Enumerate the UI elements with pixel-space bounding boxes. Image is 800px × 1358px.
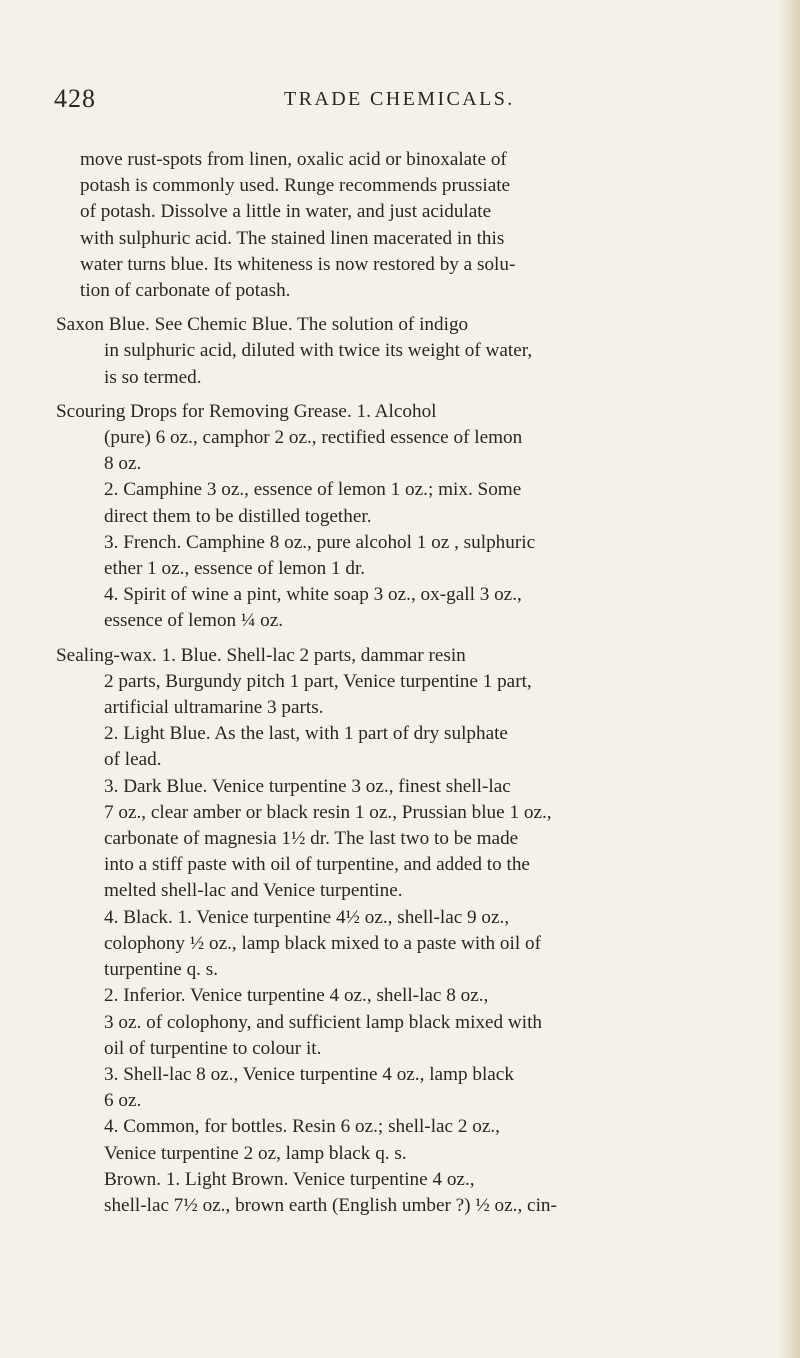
text-line: in sulphuric acid, diluted with twice its weight of water, <box>104 340 533 362</box>
page-title: TRADE CHEMICALS. <box>284 88 515 110</box>
text-line: Sealing-wax. 1. Blue. Shell-lac 2 parts, dammar resin <box>56 644 466 666</box>
text-line: Brown. 1. Light Brown. Venice turpentine 4 oz., <box>104 1168 475 1190</box>
text-line: 2 parts, Burgundy pitch 1 part, Venice turpentine 1 part, <box>104 670 532 692</box>
text-line: of potash. Dissolve a little in water, and just acidulate <box>80 201 492 223</box>
page-number: 428 <box>54 84 96 113</box>
text-line: water turns blue. Its whiteness is now restored by a solu- <box>80 253 516 275</box>
text-line: into a stiff paste with oil of turpentine, and added to the <box>104 854 530 876</box>
text-line: is so termed. <box>104 366 202 388</box>
text-line: Venice turpentine 2 oz, lamp black q. s. <box>104 1142 407 1164</box>
text-line: 7 oz., clear amber or black resin 1 oz., Prussian blue 1 oz., <box>104 801 552 823</box>
text-line: 3. Dark Blue. Venice turpentine 3 oz., finest shell-lac <box>104 775 511 797</box>
text-line: of lead. <box>104 749 162 771</box>
text-line: essence of lemon ¼ oz. <box>104 610 284 632</box>
text-line: 4. Common, for bottles. Resin 6 oz.; shell-lac 2 oz., <box>104 1116 500 1138</box>
text-line: direct them to be distilled together. <box>104 505 372 527</box>
text-line: carbonate of magnesia 1½ dr. The last two to be made <box>104 828 519 850</box>
text-line: 3. Shell-lac 8 oz., Venice turpentine 4 oz., lamp black <box>104 1063 514 1085</box>
text-line: with sulphuric acid. The stained linen macerated in this <box>80 227 505 249</box>
text-line: move rust-spots from linen, oxalic acid or binoxalate of <box>80 149 507 170</box>
body-text <box>56 147 770 1219</box>
text-line: ether 1 oz., essence of lemon 1 dr. <box>104 558 366 580</box>
text-line: shell-lac 7½ oz., brown earth (English umber ?) ½ oz., cin- <box>104 1194 557 1216</box>
text-line: potash is commonly used. Runge recommends prussiate <box>80 175 511 197</box>
text-line: 3. French. Camphine 8 oz., pure alcohol 1 oz , sulphuric <box>104 531 536 553</box>
text-line: 2. Camphine 3 oz., essence of lemon 1 oz.; mix. Some <box>104 479 522 501</box>
running-head <box>54 84 754 114</box>
text-line: turpentine q. s. <box>104 959 219 981</box>
text-line: tion of carbonate of potash. <box>80 280 291 302</box>
text-line: melted shell-lac and Venice turpentine. <box>104 880 403 902</box>
text-line: 8 oz. <box>104 453 142 475</box>
text-line: oil of turpentine to colour it. <box>104 1037 322 1059</box>
text-line: 3 oz. of colophony, and sufficient lamp black mixed with <box>104 1011 543 1033</box>
text-line: 2. Inferior. Venice turpentine 4 oz., shell-lac 8 oz., <box>104 985 489 1007</box>
text-line: Saxon Blue. See Chemic Blue. The solution of indigo <box>56 314 469 336</box>
text-line: 4. Spirit of wine a pint, white soap 3 oz., ox-gall 3 oz., <box>104 584 522 606</box>
text-line: Scouring Drops for Removing Grease. 1. Alcohol <box>56 400 437 422</box>
text-line: 2. Light Blue. As the last, with 1 part of dry sulphate <box>104 723 508 745</box>
text-line: artificial ultramarine 3 parts. <box>104 697 324 719</box>
text-line: (pure) 6 oz., camphor 2 oz., rectified essence of lemon <box>104 427 523 449</box>
text-line: colophony ½ oz., lamp black mixed to a paste with oil of <box>104 932 541 954</box>
page-edge-shadow <box>778 0 800 1358</box>
text-line: 6 oz. <box>104 1090 142 1112</box>
text-line: 4. Black. 1. Venice turpentine 4½ oz., shell-lac 9 oz., <box>104 906 510 928</box>
